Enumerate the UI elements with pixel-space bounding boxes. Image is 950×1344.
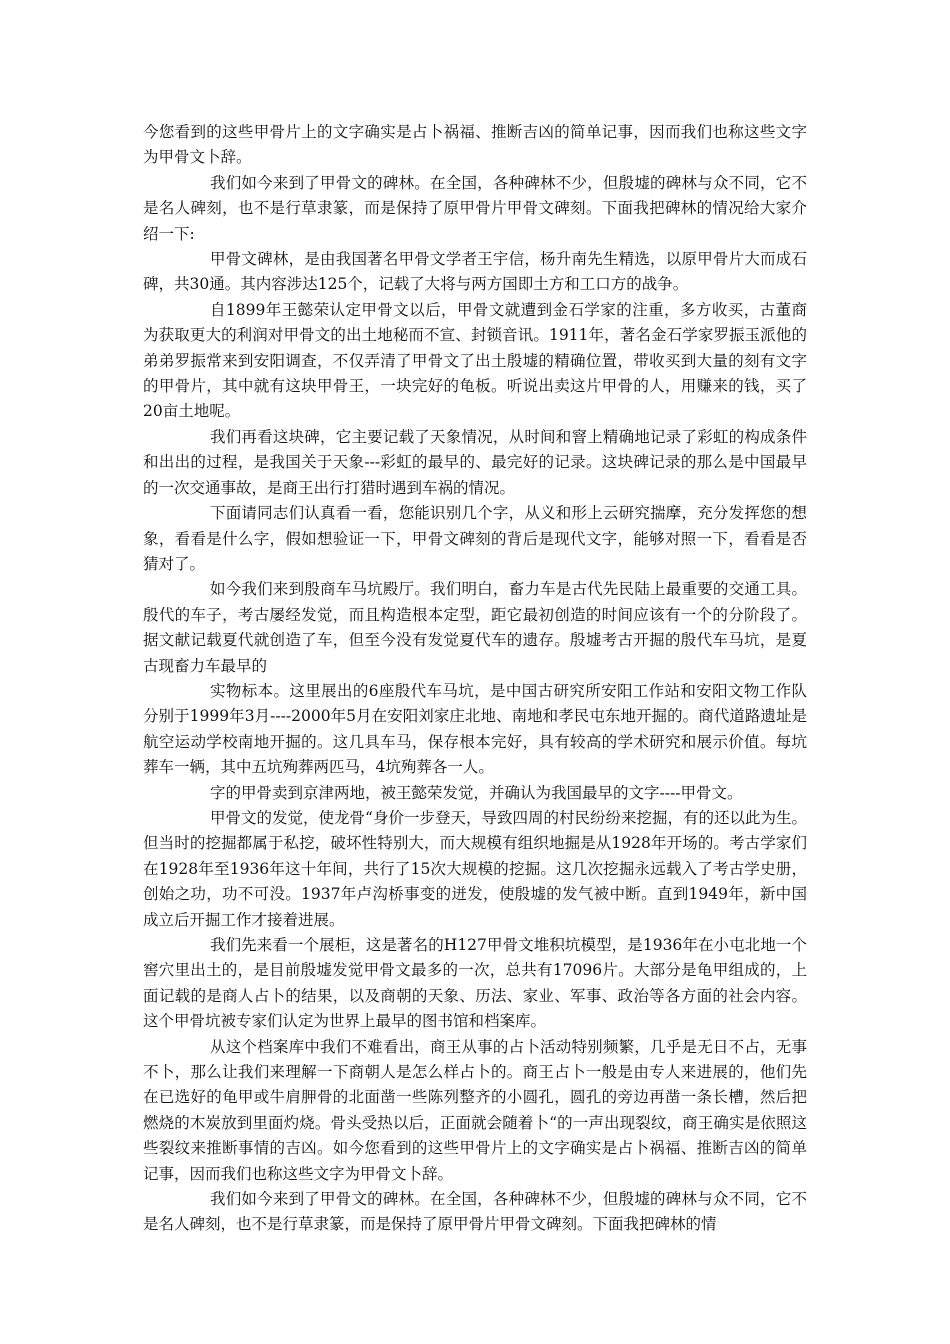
paragraph-10: 甲骨文的发觉，使龙骨“身价一步登天，导致四周的村民纷纷来挖掘，有的还以此为生。但当时的挖掘都属于私挖，破坏性特别大，而大规模有组织地掘是从1928年开场的。考古学家们在1928年至1936年这十年间，共行了15次大规模的挖掘。这几次挖掘永远载入了考古学史册，创始之功，功不可没。1937年卢沟桥事变的迸发，使殷墟的发气被中断。直到1949年，新中国成立后开掘工作才接着进展。 bbox=[143, 808, 807, 929]
paragraph-1: 今您看到的这些甲骨片上的文字确实是占卜祸福、推断吉凶的简单记事，因而我们也称这些文字为甲骨文卜辞。 bbox=[143, 123, 807, 167]
document-page bbox=[143, 120, 807, 1238]
paragraph-7: 如今我们来到殷商车马坑殿厅。我们明白，畜力车是古代先民陆上最重要的交通工具。殷代的车子，考古屡经发觉，而且构造根本定型，距它最初创造的时间应该有一个的分阶段了。据文献记载夏代就创造了车，但至今没有发觉夏代车的遗存。殷墟考古开掘的殷代车马坑，是夏古现畜力车最早的 bbox=[143, 580, 807, 675]
paragraph-11: 我们先来看一个展柜，这是著名的H127甲骨文堆积坑模型，是1936年在小屯北地一个窖穴里出土的，是目前殷墟发觉甲骨文最多的一次，总共有17096片。大部分是龟甲组成的，上面记载的是商人占卜的结果，以及商朝的天象、历法、家业、军事、政治等各方面的社会内容。这个甲骨坑被专家们认定为世界上最早的图书馆和档案库。 bbox=[143, 936, 807, 1031]
paragraph-4: 自1899年王懿荣认定甲骨文以后，甲骨文就遭到金石学家的注重，多方收买，古董商为获取更大的利润对甲骨文的出土地秘而不宣、封锁音讯。1911年，著名金石学家罗振玉派他的弟弟罗振常来到安阳调查，不仅弄清了甲骨文了出土殷墟的精确位置，带收买到大量的刻有文字的甲骨片，其中就有这块甲骨王，一块完好的龟板。听说出卖这片甲骨的人，用赚来的钱，买了20亩土地呢。 bbox=[143, 300, 807, 421]
paragraph-13: 我们如今来到了甲骨文的碑林。在全国，各种碑林不少，但殷墟的碑林与众不同，它不是名人碑刻，也不是行草隶篆，而是保持了原甲骨片甲骨文碑刻。下面我把碑林的情 bbox=[143, 1190, 807, 1234]
paragraph-3: 甲骨文碑林，是由我国著名甲骨文学者王宇信，杨升南先生精选，以原甲骨片大而成石碑，共30通。其内容涉达125个，记载了大将与两方国即土方和工口方的战争。 bbox=[143, 250, 807, 294]
paragraph-6: 下面请同志们认真看一看，您能识别几个字，从义和形上云研究揣摩，充分发挥您的想象，看看是什么字，假如想验证一下，甲骨文碑刻的背后是现代文字，能够对照一下，看看是否猜对了。 bbox=[143, 504, 807, 573]
paragraph-5: 我们再看这块碑，它主要记载了天象情况，从时间和窨上精确地记录了彩虹的构成条件和出出的过程，是我国关于天象---彩虹的最早的、最完好的记录。这块碑记录的那么是中国最早的一次交通事故，是商王出行打猎时遇到车祸的情况。 bbox=[143, 427, 807, 497]
paragraph-2: 我们如今来到了甲骨文的碑林。在全国，各种碑林不少，但殷墟的碑林与众不同，它不是名人碑刻，也不是行草隶篆，而是保持了原甲骨片甲骨文碑刻。下面我把碑林的情况给大家介绍一下: bbox=[143, 173, 807, 243]
paragraph-12: 从这个档案库中我们不难看出，商王从事的占卜活动特别频繁，几乎是无日不占，无事不卜，那么让我们来理解一下商朝人是怎么样占卜的。商王占卜一般是由专人来进展的，他们先在已选好的龟甲或牛肩胛骨的北面凿一些陈列整齐的小圆孔，圆孔的旁边再凿一条长槽，然后把燃烧的木炭放到里面灼烧。骨头受热以后，正面就会随着卜“的一声出现裂纹，商王确实是依照这些裂纹来推断事情的吉凶。如今您看到的这些甲骨片上的文字确实是占卜祸福、推断吉凶的简单记事，因而我们也称这些文字为甲骨文卜辞。 bbox=[143, 1037, 807, 1183]
paragraph-9: 字的甲骨卖到京津两地，被王懿荣发觉，并确认为我国最早的文字----甲骨文。 bbox=[210, 783, 743, 802]
paragraph-8: 实物标本。这里展出的6座殷代车马坑，是中国古研究所安阳工作站和安阳文物工作队分别于1999年3月----2000年5月在安阳刘家庄北地、南地和孝民屯东地开掘的。商代道路遗址是航空运动学校南地开掘的。这几具车马，保存根本完好，具有较高的学术研究和展示价值。每坑葬车一辆，其中五坑殉葬两匹马，4坑殉葬各一人。 bbox=[143, 681, 807, 777]
